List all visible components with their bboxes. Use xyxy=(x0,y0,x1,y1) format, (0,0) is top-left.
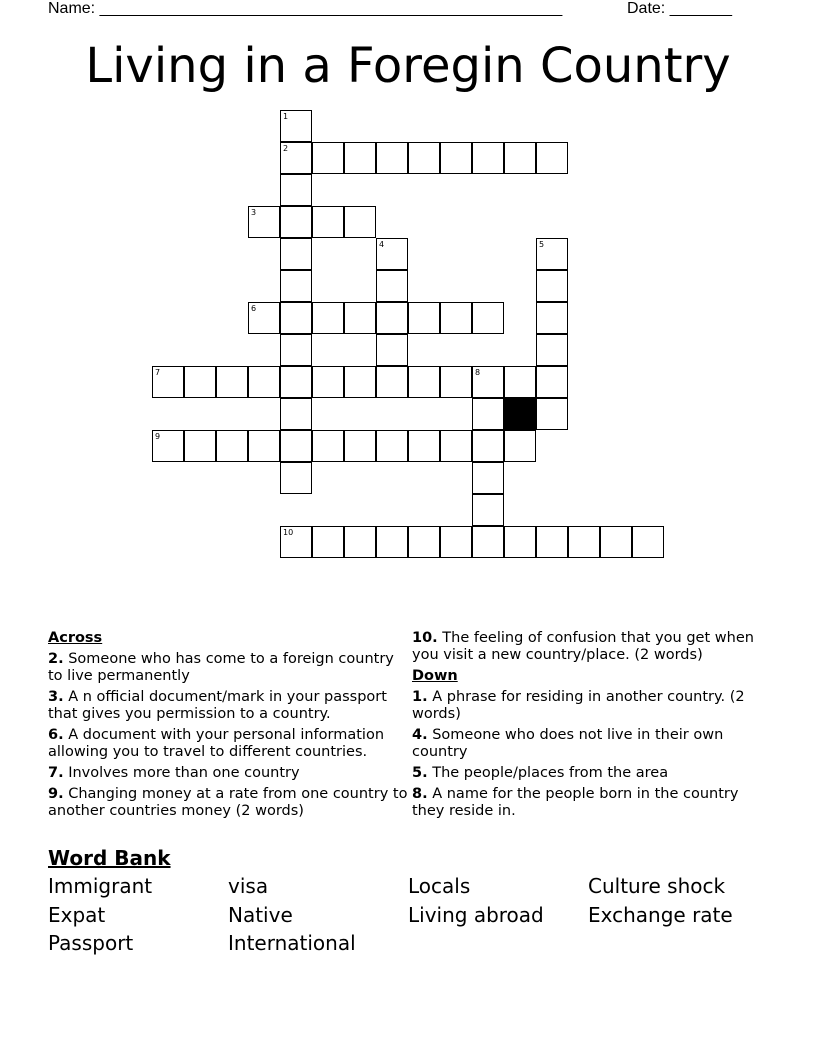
crossword-cell[interactable] xyxy=(280,462,312,494)
crossword-cell[interactable] xyxy=(536,334,568,366)
crossword-cell[interactable] xyxy=(376,430,408,462)
crossword-cell[interactable] xyxy=(504,430,536,462)
crossword-cell[interactable] xyxy=(632,526,664,558)
across-clue-3 xyxy=(48,689,410,723)
crossword-cell[interactable] xyxy=(280,270,312,302)
crossword-cell[interactable] xyxy=(280,238,312,270)
cell-number: 10 xyxy=(283,528,294,537)
down-clue-4 xyxy=(412,727,772,761)
crossword-cell[interactable] xyxy=(536,366,568,398)
across-clue-9 xyxy=(48,786,410,820)
crossword-cell[interactable] xyxy=(472,398,504,430)
crossword-cell[interactable] xyxy=(280,430,312,462)
clue-text: Someone who has come to a foreign country to live permanently xyxy=(48,651,394,684)
crossword-cell[interactable] xyxy=(536,238,568,270)
crossword-cell[interactable] xyxy=(536,526,568,558)
crossword-cell[interactable] xyxy=(152,430,184,462)
crossword-block-cell xyxy=(504,398,536,430)
crossword-cell[interactable] xyxy=(376,270,408,302)
crossword-cell[interactable] xyxy=(504,142,536,174)
crossword-cell[interactable] xyxy=(344,526,376,558)
word-bank-word: Living abroad xyxy=(408,903,544,927)
across-clue-6 xyxy=(48,727,410,761)
crossword-cell[interactable] xyxy=(280,366,312,398)
word-bank-word: visa xyxy=(228,874,269,898)
crossword-cell[interactable] xyxy=(344,366,376,398)
crossword-cell[interactable] xyxy=(376,238,408,270)
crossword-cell[interactable] xyxy=(408,430,440,462)
crossword-cell[interactable] xyxy=(472,494,504,526)
page-title: Living in a Foregin Country xyxy=(85,38,731,94)
crossword-cell[interactable] xyxy=(472,526,504,558)
crossword-cell[interactable] xyxy=(472,462,504,494)
clue-number: 2. xyxy=(48,651,64,667)
cell-number: 6 xyxy=(251,304,257,313)
crossword-cell[interactable] xyxy=(472,366,504,398)
crossword-cell[interactable] xyxy=(280,302,312,334)
clue-number: 5. xyxy=(412,765,428,781)
crossword-cell[interactable] xyxy=(536,398,568,430)
word-bank-word: Locals xyxy=(408,874,471,898)
clue-number: 1. xyxy=(412,689,428,705)
crossword-cell[interactable] xyxy=(376,366,408,398)
name-field-label: Name: ____________________________________________________ xyxy=(48,0,563,17)
clue-text: Involves more than one country xyxy=(68,765,300,781)
crossword-cell[interactable] xyxy=(376,526,408,558)
clue-number: 6. xyxy=(48,727,64,743)
crossword-cell[interactable] xyxy=(280,334,312,366)
crossword-cell[interactable] xyxy=(344,206,376,238)
crossword-cell[interactable] xyxy=(408,526,440,558)
across-heading: Across xyxy=(48,630,103,646)
crossword-cell[interactable] xyxy=(184,430,216,462)
crossword-cell[interactable] xyxy=(568,526,600,558)
clue-text: A n official document/mark in your passport that gives you permission to a country. xyxy=(48,689,387,722)
word-bank-word: Immigrant xyxy=(48,874,153,898)
crossword-cell[interactable] xyxy=(280,398,312,430)
word-bank-word: International xyxy=(228,931,356,955)
crossword-cell[interactable] xyxy=(376,334,408,366)
across-clue-2 xyxy=(48,651,410,685)
crossword-cell[interactable] xyxy=(344,430,376,462)
clue-number: 9. xyxy=(48,786,64,802)
down-clue-8 xyxy=(412,786,772,820)
crossword-cell[interactable] xyxy=(152,366,184,398)
crossword-cell[interactable] xyxy=(280,526,312,558)
clue-number: 7. xyxy=(48,765,64,781)
across-clue-10 xyxy=(412,630,772,664)
crossword-cell[interactable] xyxy=(312,366,344,398)
word-bank-word: Expat xyxy=(48,903,106,927)
crossword-cell[interactable] xyxy=(248,430,280,462)
crossword-cell[interactable] xyxy=(184,366,216,398)
clues-column-right xyxy=(412,630,772,824)
crossword-cell[interactable] xyxy=(408,302,440,334)
crossword-cell[interactable] xyxy=(504,366,536,398)
down-clue-5 xyxy=(412,765,772,782)
clue-text: A name for the people born in the country they reside in. xyxy=(412,786,739,819)
crossword-cell[interactable] xyxy=(536,142,568,174)
crossword-cell[interactable] xyxy=(312,526,344,558)
crossword-cell[interactable] xyxy=(376,302,408,334)
crossword-cell[interactable] xyxy=(312,302,344,334)
crossword-cell[interactable] xyxy=(376,142,408,174)
crossword-cell[interactable] xyxy=(280,110,312,142)
crossword-cell[interactable] xyxy=(344,142,376,174)
clue-number: 4. xyxy=(412,727,428,743)
across-clue-7 xyxy=(48,765,410,782)
crossword-cell[interactable] xyxy=(312,430,344,462)
clue-text: Changing money at a rate from one country to another countries money (2 words) xyxy=(48,786,408,819)
crossword-cell[interactable] xyxy=(312,206,344,238)
clue-text: Someone who does not live in their own country xyxy=(412,727,724,760)
clue-number: 10. xyxy=(412,630,438,646)
clues-column-left xyxy=(48,630,410,824)
crossword-cell[interactable] xyxy=(440,526,472,558)
crossword-cell[interactable] xyxy=(472,302,504,334)
down-heading: Down xyxy=(412,668,458,684)
cell-number: 5 xyxy=(539,240,545,249)
crossword-cell[interactable] xyxy=(216,366,248,398)
crossword-cell[interactable] xyxy=(312,142,344,174)
crossword-cell[interactable] xyxy=(248,206,280,238)
crossword-cell[interactable] xyxy=(600,526,632,558)
crossword-cell[interactable] xyxy=(440,302,472,334)
crossword-cell[interactable] xyxy=(536,270,568,302)
cell-number: 9 xyxy=(155,432,161,441)
word-bank-word: Exchange rate xyxy=(588,903,733,927)
clue-text: The feeling of confusion that you get when you visit a new country/place. (2 words) xyxy=(412,630,754,663)
crossword-cell[interactable] xyxy=(216,430,248,462)
crossword-cell[interactable] xyxy=(536,302,568,334)
crossword-cell[interactable] xyxy=(440,142,472,174)
clue-number: 3. xyxy=(48,689,64,705)
clue-text: A phrase for residing in another country. (2 words) xyxy=(412,689,745,722)
crossword-cell[interactable] xyxy=(280,206,312,238)
cell-number: 2 xyxy=(283,144,289,153)
cell-number: 4 xyxy=(379,240,385,249)
clue-number: 8. xyxy=(412,786,428,802)
word-bank-word: Native xyxy=(228,903,293,927)
down-clue-1 xyxy=(412,689,772,723)
cell-number: 8 xyxy=(475,368,481,377)
clue-text: A document with your personal information allowing you to travel to different countries. xyxy=(48,727,385,760)
crossword-cell[interactable] xyxy=(408,142,440,174)
crossword-cell[interactable] xyxy=(472,142,504,174)
cell-number: 3 xyxy=(251,208,257,217)
crossword-cell[interactable] xyxy=(504,526,536,558)
crossword-cell[interactable] xyxy=(408,366,440,398)
cell-number: 1 xyxy=(283,112,289,121)
crossword-cell[interactable] xyxy=(248,366,280,398)
word-bank-word: Culture shock xyxy=(588,874,726,898)
word-bank-title: Word Bank xyxy=(48,846,171,870)
crossword-cell[interactable] xyxy=(472,430,504,462)
crossword-cell[interactable] xyxy=(280,174,312,206)
crossword-cell[interactable] xyxy=(248,302,280,334)
crossword-cell[interactable] xyxy=(344,302,376,334)
crossword-cell[interactable] xyxy=(440,430,472,462)
crossword-cell[interactable] xyxy=(440,366,472,398)
cell-number: 7 xyxy=(155,368,161,377)
date-field-label: Date: _______ xyxy=(627,0,732,17)
word-bank-word: Passport xyxy=(48,931,134,955)
crossword-cell[interactable] xyxy=(280,142,312,174)
clue-text: The people/places from the area xyxy=(432,765,669,781)
